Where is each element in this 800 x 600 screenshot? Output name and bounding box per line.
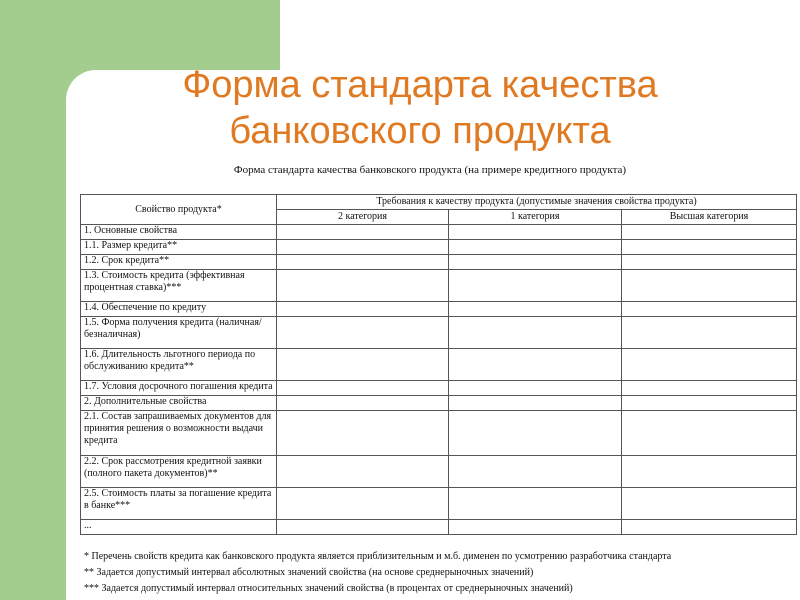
cell	[277, 317, 449, 349]
cell	[449, 381, 622, 396]
cell	[622, 302, 797, 317]
header-category-2: 2 категория	[277, 210, 449, 225]
row-property: 1.1. Размер кредита**	[81, 240, 277, 255]
cell	[277, 302, 449, 317]
header-property: Свойство продукта*	[81, 195, 277, 225]
cell	[622, 381, 797, 396]
cell	[622, 488, 797, 520]
cell	[622, 255, 797, 270]
row-property: 2.5. Стоимость платы за погашение кредита в банке***	[81, 488, 277, 520]
row-property: 2.1. Состав запрашиваемых документов для принятия решения о возможности выдачи кредита	[81, 411, 277, 456]
footnote-1: * Перечень свойств кредита как банковского продукта является приблизительным и м.б. дименен по усмотрению разработчика стандарта	[84, 551, 672, 562]
header-category-1: 1 категория	[449, 210, 622, 225]
cell	[449, 411, 622, 456]
table-row	[81, 302, 797, 317]
cell	[622, 520, 797, 535]
row-property: ...	[81, 520, 277, 535]
slide-title	[80, 62, 760, 154]
table-row	[81, 255, 797, 270]
cell	[622, 411, 797, 456]
footnote-3: *** Задается допустимый интервал относительных значений свойства (в процентах от среднерыночных значений)	[84, 583, 573, 594]
table-row	[81, 396, 797, 411]
cell	[449, 302, 622, 317]
table-row	[81, 225, 797, 240]
table-row	[81, 488, 797, 520]
cell	[622, 349, 797, 381]
cell	[622, 456, 797, 488]
quality-standard-table	[80, 194, 797, 535]
cell	[449, 317, 622, 349]
cell	[449, 255, 622, 270]
cell	[277, 270, 449, 302]
table-row	[81, 349, 797, 381]
row-property: 1.2. Срок кредита**	[81, 255, 277, 270]
footnotes	[84, 549, 796, 597]
footnote-2: ** Задается допустимый интервал абсолютных значений свойства (на основе среднерыночных значений)	[84, 567, 534, 578]
cell	[277, 520, 449, 535]
cell	[277, 240, 449, 255]
row-property: 1.6. Длительность льготного периода по обслуживанию кредита**	[81, 349, 277, 381]
cell	[277, 255, 449, 270]
table-row	[81, 520, 797, 535]
cell	[622, 225, 797, 240]
cell	[449, 225, 622, 240]
cell	[277, 349, 449, 381]
cell	[277, 396, 449, 411]
cell	[277, 488, 449, 520]
cell	[622, 396, 797, 411]
table-caption: Форма стандарта качества банковского продукта (на примере кредитного продукта)	[233, 164, 627, 176]
cell	[277, 456, 449, 488]
table-row	[81, 270, 797, 302]
cell	[449, 456, 622, 488]
cell	[449, 396, 622, 411]
row-property: 1.4. Обеспечение по кредиту	[81, 302, 277, 317]
cell	[449, 488, 622, 520]
table-row	[81, 456, 797, 488]
cell	[277, 225, 449, 240]
slide-title-line-2: банковского продукта	[229, 110, 611, 152]
cell	[622, 270, 797, 302]
cell	[277, 381, 449, 396]
row-property: 2.2. Срок рассмотрения кредитной заявки (полного пакета документов)**	[81, 456, 277, 488]
row-property: 1.7. Условия досрочного погашения кредита	[81, 381, 277, 396]
cell	[449, 520, 622, 535]
row-property: 1.5. Форма получения кредита (наличная/безналичная)	[81, 317, 277, 349]
table-row	[81, 411, 797, 456]
table-row	[81, 381, 797, 396]
cell	[277, 411, 449, 456]
cell	[622, 317, 797, 349]
row-property: 2. Дополнительные свойства	[81, 396, 277, 411]
header-category-top: Высшая категория	[622, 210, 797, 225]
cell	[449, 240, 622, 255]
cell	[622, 240, 797, 255]
header-requirements: Требования к качеству продукта (допустимые значения свойства продукта)	[277, 195, 797, 210]
row-property: 1. Основные свойства	[81, 225, 277, 240]
table-row	[81, 240, 797, 255]
cell	[449, 349, 622, 381]
table-row	[81, 317, 797, 349]
row-property: 1.3. Стоимость кредита (эффективная процентная ставка)***	[81, 270, 277, 302]
cell	[449, 270, 622, 302]
slide-title-line-1: Форма стандарта качества	[182, 64, 658, 106]
